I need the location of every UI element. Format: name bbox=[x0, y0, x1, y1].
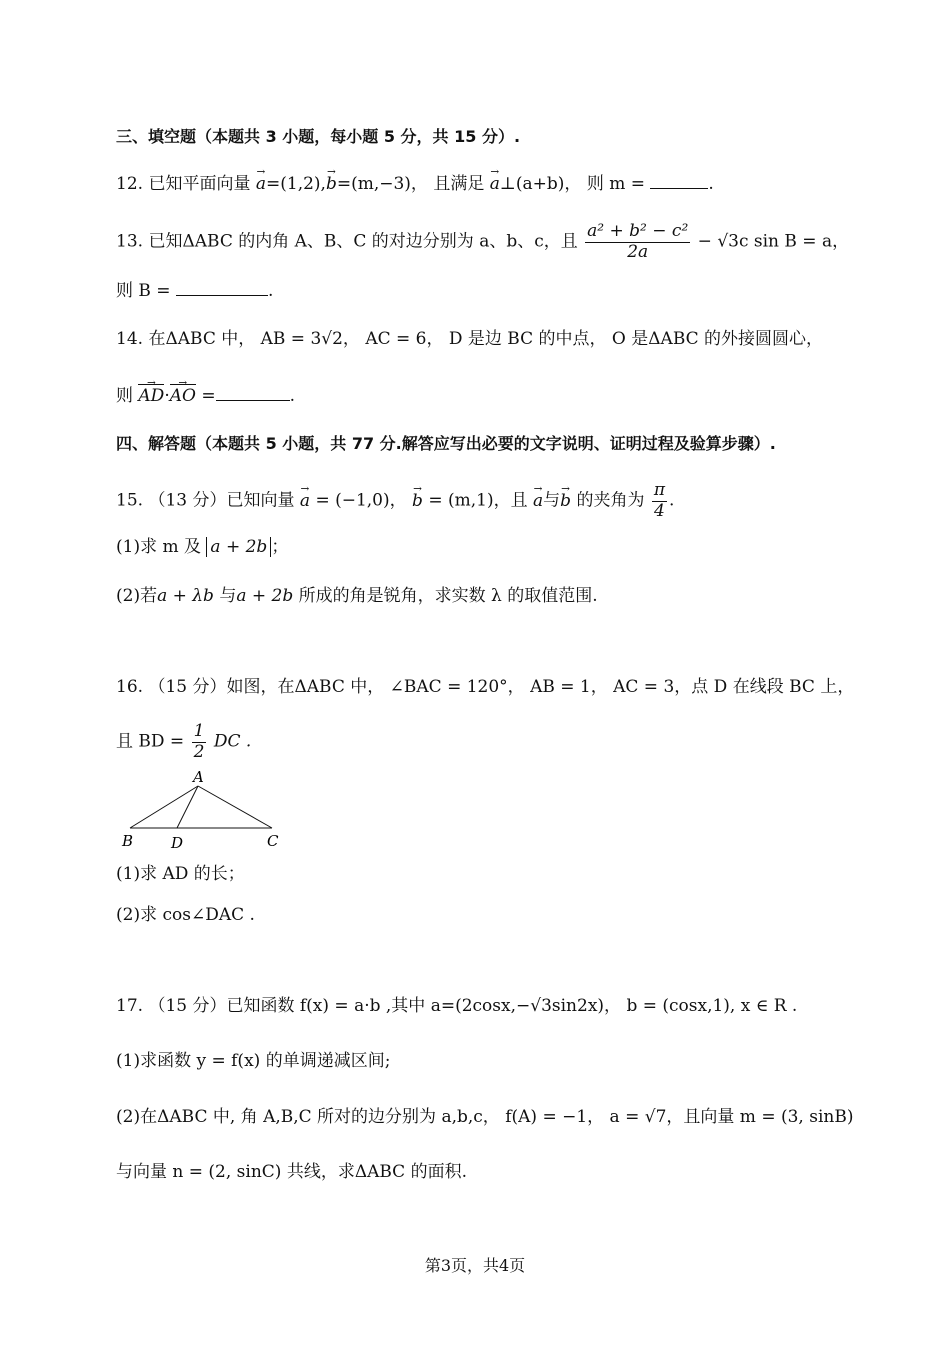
vector-ao: → AO bbox=[170, 384, 196, 406]
q13-frac-num: a² + b² − c² bbox=[587, 221, 689, 241]
q12-ask: 则 m = bbox=[586, 174, 645, 194]
q14-end: . bbox=[289, 386, 296, 406]
q13-end: . bbox=[267, 281, 274, 301]
question-16-part-1: (1)求 AD 的长； bbox=[116, 864, 245, 884]
label-c: C bbox=[267, 832, 279, 850]
question-13 bbox=[116, 222, 849, 262]
q15-end: . bbox=[669, 490, 675, 511]
vector-a-symbol: → a bbox=[300, 491, 310, 511]
q12-number: 12. bbox=[116, 174, 144, 194]
q15-frac-num: π bbox=[653, 480, 666, 500]
q14-equals: = bbox=[201, 386, 216, 406]
q13-number: 13. bbox=[116, 231, 144, 252]
q14-number: 14. bbox=[116, 329, 144, 349]
q13-fraction bbox=[585, 222, 690, 262]
question-17-part-2: (2)在ΔABC 中, 角 A,B,C 所对的边分别为 a,b,c， f(A) = −1， a = √7，且向量 m = (3, sinB) bbox=[116, 1107, 854, 1127]
q14-ask-prefix: 则 bbox=[116, 386, 133, 406]
question-17-part-2-cont: 与向量 n = (2, sinC) 共线，求ΔABC 的面积. bbox=[116, 1162, 467, 1182]
q12-end: . bbox=[708, 174, 714, 194]
label-d: D bbox=[171, 834, 184, 852]
q13-ask: 则 B = bbox=[116, 281, 171, 301]
q13-text2: − √3c sin B = a， bbox=[697, 231, 850, 252]
q12-condition-text: 且满足 bbox=[433, 174, 485, 194]
q12-intro: 已知平面向量 bbox=[148, 174, 251, 194]
question-15 bbox=[116, 481, 674, 521]
q15-expr2: a + 2b bbox=[236, 586, 294, 606]
q15-angle-text: 的夹角为 bbox=[576, 490, 645, 511]
vector-b-symbol: → b bbox=[560, 491, 571, 511]
dot-operator: · bbox=[164, 386, 170, 406]
q15-fraction bbox=[652, 481, 667, 521]
question-17: 17. （15 分）已知函数 f(x) = a·b ,其中 a=(2cosx,−√3sin2x)， b = (cosx,1), x ∈ R . bbox=[116, 996, 798, 1016]
question-12 bbox=[116, 174, 714, 194]
q14-text: 在ΔABC 中， AB = 3√2， AC = 6， D 是边 BC 的中点， O 是ΔABC 的外接圆圆心， bbox=[148, 329, 824, 349]
vector-ad: → AD bbox=[138, 384, 164, 406]
q16-cond-prefix: 且 BD = bbox=[116, 731, 185, 752]
q15-a-value: = (−1,0)， bbox=[315, 490, 407, 511]
vector-a-symbol: → a bbox=[256, 174, 266, 194]
q15-abs-expr: a + 2b bbox=[206, 537, 271, 557]
page-number: 第3页，共4页 bbox=[424, 1256, 526, 1275]
question-15-part-1 bbox=[116, 537, 288, 557]
q16-cond-suffix: DC . bbox=[213, 731, 252, 752]
triangle-figure bbox=[116, 768, 296, 856]
side-ac bbox=[198, 786, 272, 828]
q15-b-value: = (m,1)，且 bbox=[428, 490, 528, 511]
answer-blank-14[interactable] bbox=[216, 386, 290, 401]
q12-b-value: =(m,−3)， bbox=[336, 174, 428, 194]
q15-part1-end: ； bbox=[271, 537, 289, 557]
q15-part1-prefix: (1)求 m 及 bbox=[116, 537, 202, 557]
vector-a-symbol: → a bbox=[533, 491, 543, 511]
question-17-part-1: (1)求函数 y = f(x) 的单调递减区间; bbox=[116, 1051, 391, 1071]
q15-part2-prefix: (2)若 bbox=[116, 586, 158, 606]
q15-stem-prefix: 15. （13 分）已知向量 bbox=[116, 490, 295, 511]
question-16: 16. （15 分）如图，在ΔABC 中， ∠BAC = 120°， AB = 1， AC = 3，点 D 在线段 BC 上， bbox=[116, 677, 855, 697]
answer-blank-13[interactable] bbox=[176, 281, 268, 296]
label-b: B bbox=[122, 832, 134, 850]
q15-frac-den: 4 bbox=[654, 500, 665, 521]
q16-fraction bbox=[192, 722, 207, 762]
q12-condition-expr: ⊥(a+b)， bbox=[499, 174, 582, 194]
q15-part2-with: 与 bbox=[219, 586, 237, 606]
vector-b-symbol: → b bbox=[412, 491, 423, 511]
label-a: A bbox=[193, 768, 204, 786]
section-heading-fill-in: 三、填空题（本题共 3 小题，每小题 5 分，共 15 分）. bbox=[116, 127, 521, 146]
vector-b-symbol: → b bbox=[326, 174, 337, 194]
q15-with: 与 bbox=[543, 490, 561, 511]
question-16-condition bbox=[116, 722, 251, 762]
q13-frac-den: 2a bbox=[627, 241, 649, 262]
q16-frac-num: 1 bbox=[193, 721, 205, 741]
q15-part2-rest: 所成的角是锐角，求实数 λ 的取值范围. bbox=[298, 586, 598, 606]
q12-a-value: =(1,2), bbox=[266, 174, 326, 194]
question-13-ask bbox=[116, 281, 273, 301]
question-14 bbox=[116, 329, 823, 349]
q13-text1: 已知ΔABC 的内角 A、B、C 的对边分别为 a、b、c，且 bbox=[148, 231, 578, 252]
question-16-part-2: (2)求 cos∠DAC . bbox=[116, 905, 255, 925]
question-14-ask bbox=[116, 384, 295, 406]
answer-blank-12[interactable] bbox=[650, 174, 708, 189]
section-heading-solutions: 四、解答题（本题共 5 小题，共 77 分.解答应写出必要的文字说明、证明过程及验算步骤）. bbox=[116, 434, 776, 453]
question-15-part-2 bbox=[116, 586, 598, 606]
q16-frac-den: 2 bbox=[193, 741, 205, 762]
q15-expr1: a + λb bbox=[157, 586, 214, 606]
vector-a-symbol: → a bbox=[490, 174, 500, 194]
